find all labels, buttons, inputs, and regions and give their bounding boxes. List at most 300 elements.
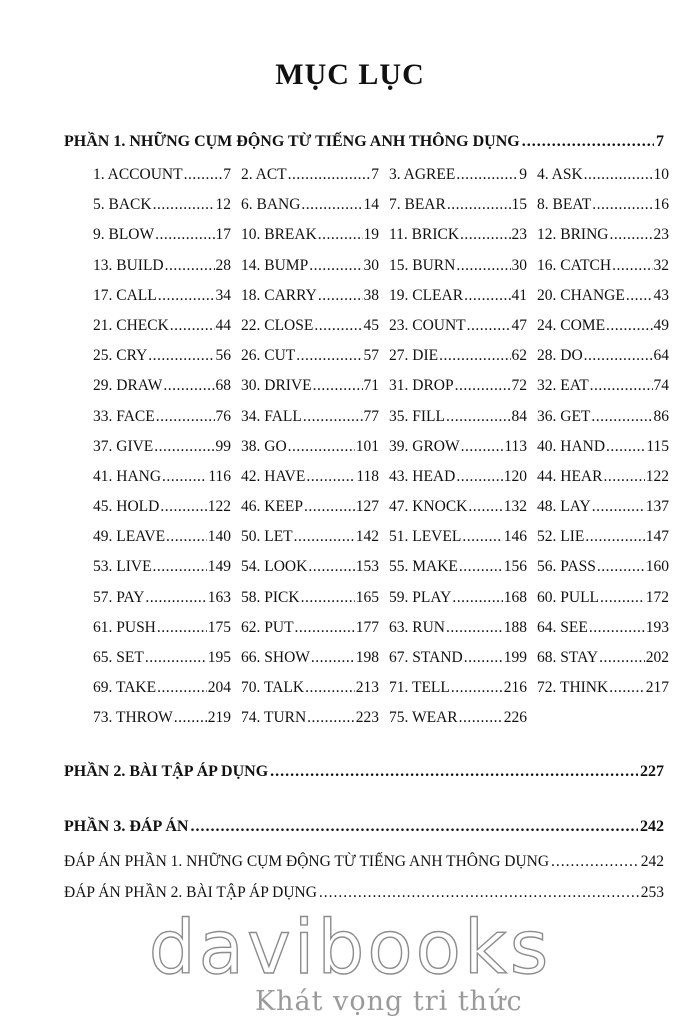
leader-dots (446, 619, 503, 637)
toc-entry-label: 9. BLOW (93, 226, 155, 244)
toc-entry[interactable] (93, 377, 241, 407)
toc-entry[interactable] (389, 317, 537, 347)
toc-entry-label: 20. CHANGE (537, 286, 625, 304)
leader-dots (301, 589, 355, 607)
toc-entry-page: 7 (371, 166, 379, 183)
leader-dots (306, 468, 355, 486)
toc-entry-label: 39. GROW (389, 437, 460, 455)
toc-entry-label: 71. TELL (389, 679, 450, 697)
leader-dots (158, 287, 215, 305)
toc-entry[interactable] (241, 558, 389, 588)
leader-dots (294, 528, 355, 546)
toc-entry-label: 49. LEAVE (93, 528, 166, 546)
toc-entry-label: 50. LET (241, 528, 293, 546)
toc-entry-page: 74 (653, 377, 669, 395)
toc-entry-label: 16. CATCH (537, 256, 612, 274)
toc-entry-label: 51. LEVEL (389, 528, 462, 546)
toc-entry-page: 168 (503, 588, 527, 606)
toc-entry-page: 137 (645, 498, 669, 516)
leader-dots (163, 377, 214, 395)
toc-entry[interactable] (241, 166, 389, 196)
toc-entry[interactable] (389, 166, 537, 196)
toc-entry[interactable] (93, 226, 241, 256)
toc-entry[interactable] (389, 468, 537, 498)
toc-entry-label: 13. BUILD (93, 256, 164, 274)
toc-entry-label: 40. HAND (537, 437, 606, 455)
toc-entry-page: 172 (645, 588, 669, 606)
leader-dots (165, 257, 215, 275)
toc-entry-label: 62. PUT (241, 618, 294, 636)
toc-entry[interactable] (93, 709, 241, 739)
toc-answers-part-1-page: 242 (640, 853, 664, 870)
toc-entry-page: 116 (208, 467, 231, 485)
toc-part-3[interactable] (64, 818, 664, 836)
toc-entry[interactable] (537, 558, 669, 588)
toc-entry[interactable] (537, 257, 669, 287)
leader-dots (590, 377, 653, 395)
toc-entry[interactable] (241, 226, 389, 256)
toc-entry-label: 12. BRING (537, 226, 609, 244)
toc-entry-page: 163 (207, 588, 231, 606)
leader-dots (612, 257, 652, 275)
toc-entry-page: 156 (503, 558, 527, 576)
toc-entry[interactable] (93, 528, 241, 558)
leader-dots (464, 287, 510, 305)
toc-answers-part-2[interactable] (64, 884, 664, 902)
toc-entry-page: 122 (207, 498, 231, 516)
toc-entry-page: 226 (503, 709, 527, 727)
toc-entry-label: 57. PAY (93, 588, 145, 606)
toc-entry-page: 49 (653, 316, 669, 334)
leader-dots (456, 468, 502, 486)
leader-dots (184, 166, 223, 184)
toc-entry-label: 31. DROP (389, 377, 454, 395)
toc-entry[interactable] (241, 649, 389, 679)
toc-entry-label: 32. EAT (537, 377, 589, 395)
toc-entry-page: 193 (645, 618, 669, 636)
toc-entry[interactable] (241, 619, 389, 649)
leader-dots (467, 317, 511, 335)
leader-dots (600, 589, 645, 607)
toc-entry-page: 113 (504, 437, 527, 455)
toc-entry-page: 219 (207, 709, 231, 727)
leader-dots (170, 317, 215, 335)
leader-dots (464, 649, 503, 667)
toc-entry-page: 115 (646, 437, 669, 455)
leader-dots (153, 196, 215, 214)
leader-dots (318, 226, 363, 244)
toc-entry-page: 15 (511, 196, 527, 214)
leader-dots (307, 709, 355, 727)
toc-answers-part-1[interactable] (64, 853, 664, 871)
toc-entry-page: 153 (355, 558, 379, 576)
toc-entry-label: 38. GO (241, 437, 287, 455)
toc-entry-label: 45. HOLD (93, 498, 160, 516)
toc-entry-label: 42. HAVE (241, 467, 306, 485)
leader-dots (446, 408, 511, 426)
toc-entry-label: 21. CHECK (93, 316, 169, 334)
toc-entry[interactable] (93, 257, 241, 287)
leader-dots (319, 884, 639, 902)
toc-entry-label: 66. SHOW (241, 649, 310, 666)
toc-entry-page: 127 (355, 498, 379, 516)
toc-entry[interactable] (241, 589, 389, 619)
toc-entry[interactable] (389, 558, 537, 588)
toc-entry-label: 3. AGREE (389, 166, 456, 183)
toc-entry[interactable] (389, 649, 537, 679)
leader-dots (153, 558, 207, 576)
toc-entry-page: 45 (363, 316, 379, 334)
toc-entry[interactable] (93, 317, 241, 347)
toc-entry[interactable] (389, 709, 537, 739)
leader-dots (522, 133, 654, 151)
toc-entry-page: 140 (207, 528, 231, 546)
toc-part-1-page: 7 (656, 133, 664, 150)
leader-dots (551, 853, 639, 871)
leader-dots (305, 679, 355, 697)
toc-entry-page: 165 (355, 588, 379, 606)
toc-entry-page: 177 (355, 618, 379, 636)
toc-entry-page: 43 (653, 286, 669, 304)
toc-entry[interactable] (389, 257, 537, 287)
toc-entry[interactable] (241, 438, 389, 468)
toc-entry[interactable] (537, 468, 669, 498)
toc-entry-label: 58. PICK (241, 588, 300, 606)
toc-entry-page: 10 (653, 166, 669, 183)
toc-entry-label: 36. GET (537, 407, 591, 425)
toc-entry-label: 7. BEAR (389, 196, 446, 214)
toc-entry-label: 15. BURN (389, 256, 456, 274)
toc-entry-page: 175 (207, 618, 231, 636)
toc-answers-part-1-label: ĐÁP ÁN PHẦN 1. NHỮNG CỤM ĐỘNG TỪ TIẾNG ANH THÔNG DỤNG (64, 853, 550, 870)
leader-dots (592, 196, 652, 214)
toc-entry-label: 10. BREAK (241, 226, 317, 244)
leader-dots (439, 347, 510, 365)
leader-dots (157, 679, 207, 697)
leader-dots (591, 408, 652, 426)
toc-entry-page: 23 (511, 226, 527, 244)
toc-entry-page: 213 (355, 679, 379, 697)
toc-entry-page: 32 (653, 256, 669, 274)
toc-entry-label: 1. ACCOUNT (93, 166, 183, 183)
toc-entry-label: 48. LAY (537, 498, 591, 516)
toc-entry[interactable] (93, 408, 241, 438)
toc-entry-label: 11. BRICK (389, 226, 460, 244)
toc-entry-page: 118 (356, 467, 379, 485)
toc-entry-label: 53. LIVE (93, 558, 152, 576)
toc-entry-label: 2. ACT (241, 166, 287, 183)
toc-entry-label: 75. WEAR (389, 709, 458, 727)
leader-dots (455, 377, 511, 395)
toc-part-1[interactable] (64, 133, 664, 151)
toc-entry-page: 16 (653, 196, 669, 214)
toc-entry-page: 195 (207, 649, 231, 666)
toc-entry[interactable] (537, 679, 669, 709)
toc-answers-part-2-label: ĐÁP ÁN PHẦN 2. BÀI TẬP ÁP DỤNG (64, 884, 317, 901)
leader-dots (313, 377, 363, 395)
toc-entry[interactable] (537, 226, 669, 256)
toc-entry[interactable] (537, 317, 669, 347)
toc-entry[interactable] (389, 226, 537, 256)
toc-entry[interactable] (93, 679, 241, 709)
toc-entry[interactable] (93, 498, 241, 528)
toc-entry-label: 28. DO (537, 347, 583, 365)
toc-entry[interactable] (93, 649, 241, 679)
toc-part-2[interactable] (64, 763, 664, 781)
toc-entry-label: 47. KNOCK (389, 498, 468, 516)
toc-entry-page: 86 (653, 407, 669, 425)
toc-entry-page: 132 (503, 498, 527, 516)
toc-entry-label: 37. GIVE (93, 437, 154, 455)
toc-entry-label: 26. CUT (241, 347, 296, 365)
toc-entry-page: 68 (215, 377, 231, 395)
toc-entry-page: 7 (223, 166, 231, 183)
leader-dots (288, 438, 355, 456)
page-title: MỤC LỤC (275, 58, 425, 91)
toc-part-2-label: PHẦN 2. BÀI TẬP ÁP DỤNG (64, 763, 269, 780)
toc-entry-label: 63. RUN (389, 618, 445, 636)
toc-entry[interactable] (537, 619, 669, 649)
leader-dots (308, 558, 354, 576)
toc-entry[interactable] (93, 558, 241, 588)
leader-dots (155, 226, 214, 244)
toc-entry[interactable] (389, 679, 537, 709)
toc-entry-page: 56 (215, 347, 231, 365)
toc-entry-label: 34. FALL (241, 407, 302, 425)
toc-entry[interactable] (241, 468, 389, 498)
leader-dots (452, 589, 502, 607)
leader-dots (154, 438, 214, 456)
toc-part-3-label: PHẦN 3. ĐÁP ÁN (64, 818, 189, 835)
leader-dots (451, 679, 503, 697)
toc-entry-page: 202 (645, 649, 669, 666)
toc-entry[interactable] (241, 377, 389, 407)
toc-entry[interactable] (537, 196, 669, 226)
toc-entry[interactable] (241, 528, 389, 558)
toc-entry[interactable] (389, 287, 537, 317)
toc-entry-page: 199 (503, 649, 527, 666)
toc-entry[interactable] (241, 317, 389, 347)
toc-entry-page: 120 (503, 467, 527, 485)
toc-entry-label: 19. CLEAR (389, 286, 464, 304)
toc-entry-label: 4. ASK (537, 166, 583, 183)
toc-entry-label: 33. FACE (93, 407, 155, 425)
leader-dots (609, 226, 652, 244)
toc-entry[interactable] (93, 589, 241, 619)
toc-entry-page: 142 (355, 528, 379, 546)
leader-dots (456, 166, 518, 184)
toc-entry-page: 147 (645, 528, 669, 546)
toc-entry[interactable] (537, 589, 669, 619)
toc-entry[interactable] (537, 166, 669, 196)
toc-entry-label: 5. BACK (93, 196, 152, 214)
toc-entry-page: 44 (215, 316, 231, 334)
toc-entry[interactable] (537, 377, 669, 407)
toc-entry[interactable] (537, 347, 669, 377)
toc-entry[interactable] (537, 408, 669, 438)
leader-dots (174, 709, 207, 727)
toc-entry[interactable] (389, 498, 537, 528)
toc-entry[interactable] (93, 166, 241, 196)
leader-dots (296, 347, 362, 365)
leader-dots (626, 287, 653, 305)
toc-entry[interactable] (241, 679, 389, 709)
publisher-slogan: Khát vọng tri thức (255, 986, 523, 1017)
toc-entry-page: 188 (503, 618, 527, 636)
toc-entry-label: 23. COUNT (389, 316, 466, 334)
toc-entry-page: 64 (653, 347, 669, 365)
leader-dots (318, 287, 363, 305)
toc-entry[interactable] (537, 287, 669, 317)
toc-entry-page: 28 (215, 256, 231, 274)
toc-entry[interactable] (389, 408, 537, 438)
toc-entry[interactable] (241, 498, 389, 528)
toc-entry-label: 69. TAKE (93, 679, 157, 697)
toc-entry[interactable] (241, 347, 389, 377)
toc-entry[interactable] (93, 196, 241, 226)
leader-dots (460, 226, 510, 244)
toc-entry-label: 56. PASS (537, 558, 596, 576)
toc-part-1-label: PHẦN 1. NHỮNG CỤM ĐỘNG TỪ TIẾNG ANH THÔNG DỤNG (64, 133, 520, 150)
toc-entry-page: 99 (215, 437, 231, 455)
leader-dots (157, 619, 207, 637)
toc-part-3-page: 242 (640, 818, 664, 835)
toc-entry-label: 25. CRY (93, 347, 148, 365)
toc-entry[interactable] (241, 408, 389, 438)
toc-entry[interactable] (389, 377, 537, 407)
leader-dots (190, 818, 638, 836)
toc-entry-page: 217 (645, 679, 669, 697)
publisher-logo: davibooks (148, 905, 552, 991)
leader-dots (603, 468, 644, 486)
toc-entry[interactable] (389, 589, 537, 619)
toc-entry[interactable] (241, 709, 389, 739)
toc-entry-label: 70. TALK (241, 679, 305, 697)
leader-dots (295, 619, 355, 637)
toc-entry[interactable] (241, 257, 389, 287)
leader-dots (145, 589, 206, 607)
leader-dots (270, 763, 638, 781)
toc-entry-label: 43. HEAD (389, 467, 456, 485)
toc-entry[interactable] (537, 528, 669, 558)
toc-entry[interactable] (93, 287, 241, 317)
toc-entry-page: 41 (511, 286, 527, 304)
toc-entry[interactable] (389, 528, 537, 558)
toc-entry-label: 64. SEE (537, 618, 588, 636)
toc-entry-page: 101 (355, 437, 379, 455)
toc-entry[interactable] (93, 347, 241, 377)
leader-dots (311, 649, 355, 667)
leader-dots (468, 498, 502, 516)
toc-entry-label: 72. THINK (537, 679, 609, 697)
toc-entry[interactable] (389, 347, 537, 377)
leader-dots (160, 498, 206, 516)
toc-entry-label: 74. TURN (241, 709, 307, 727)
toc-entry-page: 38 (363, 286, 379, 304)
toc-entry[interactable] (537, 438, 669, 468)
toc-entry-page: 30 (511, 256, 527, 274)
leader-dots (301, 196, 362, 214)
leader-dots (304, 498, 355, 516)
toc-entry-label: 8. BEAT (537, 196, 592, 214)
leader-dots (461, 438, 504, 456)
toc-entry-page: 216 (503, 679, 527, 697)
toc-entry-label: 41. HANG (93, 467, 162, 485)
leader-dots (585, 528, 644, 546)
toc-entry-label: 65. SET (93, 649, 144, 666)
toc-entry-label: 59. PLAY (389, 588, 452, 606)
toc-entry[interactable] (241, 196, 389, 226)
toc-entry-page: 149 (207, 558, 231, 576)
toc-entry[interactable] (241, 287, 389, 317)
toc-entry[interactable] (93, 438, 241, 468)
toc-entry-page: 23 (653, 226, 669, 244)
toc-entry-grid (93, 166, 669, 740)
leader-dots (462, 528, 502, 546)
leader-dots (459, 709, 503, 727)
toc-entry-label: 52. LIE (537, 528, 585, 546)
toc-entry-label: 46. KEEP (241, 498, 303, 516)
toc-entry-page: 72 (511, 377, 527, 395)
leader-dots (606, 438, 645, 456)
toc-entry-label: 27. DIE (389, 347, 439, 365)
toc-entry[interactable] (389, 438, 537, 468)
leader-dots (592, 498, 645, 516)
toc-entry-page: 71 (363, 377, 379, 395)
leader-dots (609, 679, 645, 697)
toc-entry-page: 9 (519, 166, 527, 183)
toc-entry-page: 47 (511, 316, 527, 334)
toc-entry-page: 19 (363, 226, 379, 244)
toc-entry-label: 18. CARRY (241, 286, 317, 304)
leader-dots (584, 166, 653, 184)
toc-entry-label: 17. CALL (93, 286, 157, 304)
leader-dots (148, 347, 214, 365)
leader-dots (447, 196, 511, 214)
toc-entry-page: 14 (363, 196, 379, 214)
toc-entry-label: 55. MAKE (389, 558, 458, 576)
leader-dots (145, 649, 207, 667)
toc-entry-label: 67. STAND (389, 649, 463, 666)
toc-entry-page: 76 (215, 407, 231, 425)
leader-dots (166, 528, 207, 546)
toc-entry[interactable] (389, 196, 537, 226)
leader-dots (456, 257, 510, 275)
toc-entry-page: 34 (215, 286, 231, 304)
leader-dots (584, 347, 653, 365)
toc-entry-page: 62 (511, 347, 527, 365)
toc-entry-page: 198 (355, 649, 379, 666)
toc-entry-label: 29. DRAW (93, 377, 163, 395)
toc-entry-label: 44. HEAR (537, 467, 603, 485)
leader-dots (156, 408, 215, 426)
leader-dots (606, 317, 652, 335)
toc-entry-page: 204 (207, 679, 231, 697)
toc-entry-page: 160 (645, 558, 669, 576)
toc-entry[interactable] (93, 468, 241, 498)
toc-entry-page: 57 (363, 347, 379, 365)
toc-entry[interactable] (537, 649, 669, 679)
toc-entry[interactable] (537, 498, 669, 528)
leader-dots (288, 166, 371, 184)
leader-dots (309, 257, 362, 275)
toc-entry-page: 223 (355, 709, 379, 727)
leader-dots (303, 408, 363, 426)
toc-part-2-page: 227 (640, 763, 664, 780)
toc-entry[interactable] (389, 619, 537, 649)
leader-dots (597, 558, 645, 576)
toc-entry[interactable] (93, 619, 241, 649)
